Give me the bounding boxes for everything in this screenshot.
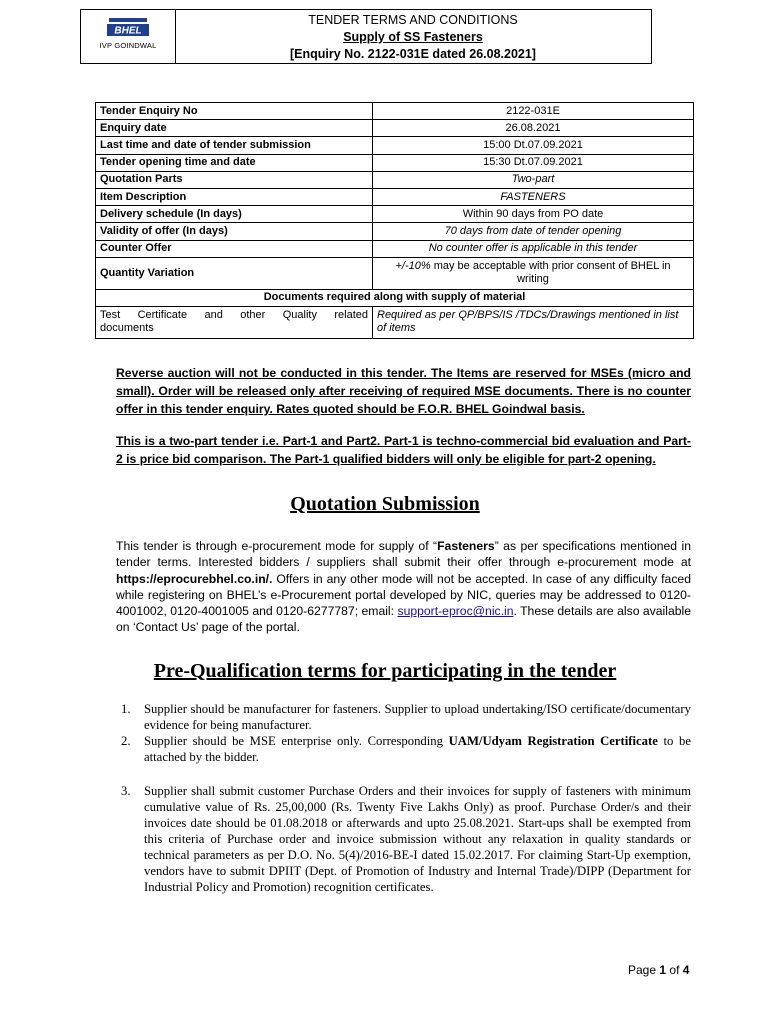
row-value: 15:30 Dt.07.09.2021 [373, 154, 694, 171]
logo-text: BHEL [114, 25, 142, 37]
row-value [373, 306, 694, 338]
row-value: 26.08.2021 [373, 120, 694, 137]
item2-text-c: to be attached by the bidder. [144, 734, 691, 764]
page-total: 4 [682, 963, 690, 977]
docs-label-1: Test Certificate and other Quality related [100, 309, 368, 322]
logo-cell [81, 10, 176, 63]
table-row [96, 137, 694, 154]
row-label: Tender Enquiry No [96, 103, 373, 120]
quotation-heading: Quotation Submission [290, 493, 480, 515]
q-text-b: Fasteners [437, 539, 495, 553]
enquiry-line: [Enquiry No. 2122-031E dated 26.08.2021] [290, 47, 536, 61]
docs-value-2: of items [377, 322, 416, 335]
table-row [96, 103, 694, 120]
item-number: 1. [121, 702, 131, 716]
reverse-auction-note: Reverse auction will not be conducted in this tender. The Items are reserved for MSEs (micro and small). Order will be released only after receiving of required MSE documents. There is no counter offer in this tender enquiry. Rates quoted should be F.O.R. BHEL Goindwal basis. [116, 366, 691, 416]
row-label: Validity of offer (In days) [96, 223, 373, 240]
page-current: 1 [659, 963, 667, 977]
q-text-e: Offers in any other mode will not be accepted. In case of any difficulty faced while registering on BHEL’s e-Procurement portal developed by NIC, queries may be addressed to 0120-4001002, 0120-4001005 and 0120-6277787; email: [116, 571, 691, 619]
support-email-link[interactable]: support-eproc@nic.in [397, 604, 514, 619]
row-label: Counter Offer [96, 240, 373, 257]
page-number [628, 963, 689, 977]
item-text: Supplier shall submit customer Purchase Orders and their invoices for supply of fasteners with minimum cumulative value of Rs. 25,00,000 (Rs. Twenty Five Lakhs Only) as proof. Purchase Order/s and their invoices date should be 01.08.2018 or afterwards and upto 25.08.2021. Start-ups shall be exempted from this criteria of Purchase order and invoice submission without any relaxation in quality standards or technical parameters as per D.O. No. 5(4)/2016-BE-I dated 15.02.2017. For claiming Start-Up exemption, vendors have to submit DPIIT (Dept. of Promotion of Industry and Internal Trade)/DIPP (Department for Industrial Policy and Promotion) recognition certificates. [144, 784, 691, 894]
row-value: 2122-031E [373, 103, 694, 120]
table-row [96, 223, 694, 240]
qv-percent: +/-10% [395, 260, 431, 273]
bhel-logo [107, 18, 149, 38]
doc-subtitle: Supply of SS Fasteners [343, 30, 483, 44]
item-number: 2. [121, 734, 131, 748]
table-row [96, 257, 694, 289]
prequal-heading: Pre-Qualification terms for participating in the tender [153, 660, 617, 682]
item2-text-b: UAM/Udyam Registration Certificate [448, 734, 658, 748]
table-row [96, 306, 694, 338]
page-word: Page [628, 963, 657, 977]
table-row [96, 206, 694, 223]
item-text: Supplier should be manufacturer for fasteners. Supplier to upload undertaking/ISO certificate/documentary evidence for being manufacturer. [144, 702, 691, 732]
table-row [96, 154, 694, 171]
row-label: Quotation Parts [96, 171, 373, 188]
row-value: Two-part [373, 171, 694, 188]
q-text-f: . These details are also available on ‘Contact Us’ page of the portal. [116, 604, 692, 635]
row-label: Quantity Variation [96, 257, 373, 289]
table-row [96, 120, 694, 137]
q-text-a: This tender is through e-procurement mode for supply of “ [116, 539, 438, 553]
qv-text-2: writing [517, 273, 549, 286]
documents-header: Documents required along with supply of material [96, 289, 694, 306]
row-value: 70 days from date of tender opening [373, 223, 694, 240]
row-label: Tender opening time and date [96, 154, 373, 171]
row-value: No counter offer is applicable in this tender [373, 240, 694, 257]
docs-label-2: documents [100, 322, 154, 335]
row-value [373, 257, 694, 289]
row-value: FASTENERS [373, 188, 694, 205]
row-label: Delivery schedule (In days) [96, 206, 373, 223]
two-part-note: This is a two-part tender i.e. Part-1 and Part2. Part-1 is techno-commercial bid evaluation and Part-2 is price bid comparison. The Part-1 qualified bidders will only be eligible for part-2 opening. [116, 434, 691, 466]
table-row [96, 188, 694, 205]
row-label: Item Description [96, 188, 373, 205]
header-title-block [175, 12, 651, 63]
row-label: Last time and date of tender submission [96, 137, 373, 154]
row-value: Within 90 days from PO date [373, 206, 694, 223]
table-row [96, 289, 694, 306]
quotation-paragraph [116, 538, 691, 636]
item-number: 3. [121, 784, 131, 798]
row-label [96, 306, 373, 338]
docs-value-1: Required as per QP/BPS/IS /TDCs/Drawings mentioned in list [377, 309, 679, 322]
q-text-c: ” as per specifications mentioned in tender terms. Interested bidders / suppliers shall submit their offer through e-procurement mode at [116, 539, 691, 570]
row-label: Enquiry date [96, 120, 373, 137]
header-box [80, 9, 652, 64]
doc-title: TENDER TERMS AND CONDITIONS [308, 13, 518, 27]
item-text [144, 733, 691, 765]
qv-text-1: may be acceptable with prior consent of BHEL in [430, 260, 671, 273]
logo-caption: IVP GOINDWAL [99, 41, 157, 50]
tender-details-table [95, 102, 694, 339]
row-value: 15:00 Dt.07.09.2021 [373, 137, 694, 154]
table-row [96, 240, 694, 257]
page-of: of [669, 963, 680, 977]
table-row [96, 171, 694, 188]
portal-url: https://eprocurebhel.co.in/. [116, 571, 273, 586]
item2-text-a: Supplier should be MSE enterprise only. Corresponding [144, 734, 449, 748]
